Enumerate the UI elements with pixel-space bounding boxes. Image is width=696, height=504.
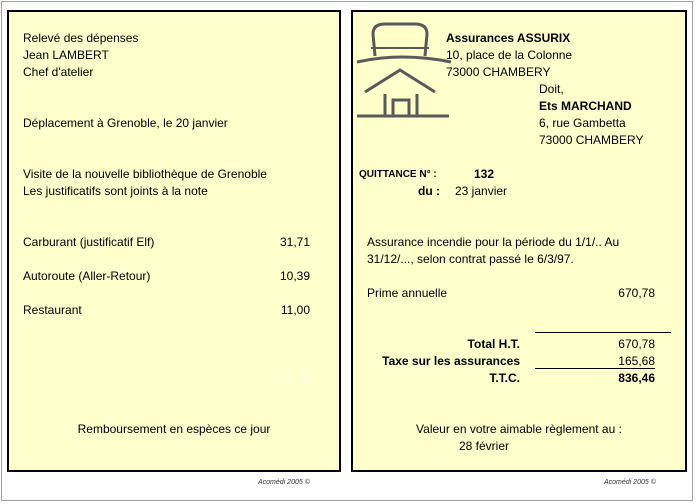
receipt-date: 23 janvier — [455, 184, 508, 198]
receipt-number-label: QUITTANCE N° : — [359, 169, 437, 180]
ttc-label: T.T.C. — [489, 371, 520, 385]
visit-line: Visite de la nouvelle bibliothèque de Grenoble — [23, 167, 267, 181]
tax-label: Taxe sur les assurances — [382, 354, 520, 368]
debtor-label: Doit, — [539, 82, 564, 96]
expense-amount: 10,39 — [279, 269, 310, 283]
expense-label: Restaurant — [23, 303, 82, 317]
employee-role: Chef d'atelier — [23, 65, 94, 79]
receipt-date-label: du : — [418, 184, 440, 198]
debtor-street: 6, rue Gambetta — [539, 116, 626, 130]
ttc-amount: 836,46 — [618, 371, 655, 385]
expense-amount: 31,71 — [279, 235, 310, 249]
insurer-street: 10, place de la Colonne — [446, 48, 573, 62]
receipt-number: 132 — [474, 167, 495, 181]
house-icon — [357, 70, 449, 116]
hat-icon — [357, 24, 451, 62]
totals-divider — [535, 332, 671, 333]
payment-terms: Valeur en votre aimable règlement au : — [416, 422, 622, 436]
tax-amount: 165,68 — [618, 354, 655, 368]
payment-due-date: 28 février — [458, 439, 510, 453]
debtor-city: 73000 CHAMBERY — [539, 133, 644, 147]
expense-label: Autoroute (Aller-Retour) — [23, 269, 151, 283]
policy-description: 31/12/..., selon contrat passé le 6/3/97. — [367, 252, 574, 266]
expense-total-hidden: 53,10 — [279, 371, 310, 385]
insurer-name: Assurances ASSURIX — [446, 31, 571, 45]
expense-statement-panel — [7, 10, 341, 472]
total-ht-amount: 670,78 — [618, 337, 655, 351]
employee-name: Jean LAMBERT — [23, 48, 109, 62]
insurance-receipt-panel — [351, 10, 687, 472]
receipts-note: Les justificatifs sont joints à la note — [23, 184, 208, 198]
expense-amount: 11,00 — [280, 303, 310, 317]
debtor-name: Ets MARCHAND — [539, 99, 632, 113]
footer-copyright: Acomédi 2005 © — [258, 479, 310, 486]
reimbursement-note: Remboursement en espèces ce jour — [77, 422, 271, 436]
footer-copyright: Acomédi 2005 © — [604, 479, 656, 486]
total-ht-label: Total H.T. — [467, 337, 520, 351]
statement-title: Relevé des dépenses — [23, 31, 139, 45]
insurer-city: 73000 CHAMBERY — [446, 65, 551, 79]
policy-description: Assurance incendie pour la période du 1/1/.. Au — [367, 235, 620, 249]
trip-line: Déplacement à Grenoble, le 20 janvier — [23, 116, 228, 130]
company-logo — [355, 18, 455, 118]
expense-label: Carburant (justificatif Elf) — [23, 235, 155, 249]
premium-amount: 670,78 — [618, 286, 655, 300]
premium-label: Prime annuelle — [367, 286, 448, 300]
ttc-divider — [535, 368, 655, 369]
